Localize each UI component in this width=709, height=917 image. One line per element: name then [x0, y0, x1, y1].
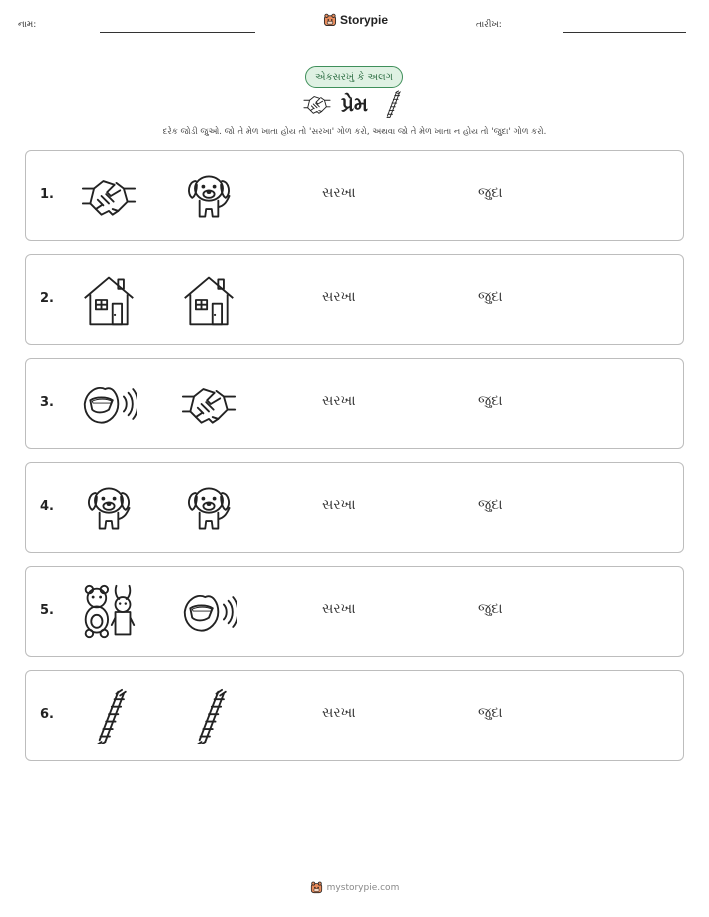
same-option[interactable]: સરખા	[322, 497, 356, 513]
handshake-icon	[303, 90, 331, 118]
puppy-icon	[181, 168, 237, 224]
different-option[interactable]: જુદા	[478, 705, 503, 721]
house-icon	[81, 272, 137, 328]
question-row-3	[25, 358, 684, 449]
name-label: નામ:	[18, 20, 37, 30]
question-row-2	[25, 254, 684, 345]
rope-icon	[81, 688, 137, 744]
same-option[interactable]: સરખા	[322, 705, 356, 721]
question-row-4	[25, 462, 684, 553]
name-line[interactable]	[100, 32, 255, 33]
puppy-icon	[181, 480, 237, 536]
same-option[interactable]: સરખા	[322, 393, 356, 409]
handshake-icon	[181, 376, 237, 432]
question-row-5	[25, 566, 684, 657]
rope-icon	[378, 90, 406, 118]
date-label: તારીખ:	[476, 20, 502, 30]
same-option[interactable]: સરખા	[322, 289, 356, 305]
question-number: 2.	[40, 291, 54, 306]
date-line[interactable]	[563, 32, 686, 33]
title-row	[0, 90, 709, 118]
talking-mouth-icon	[181, 584, 237, 640]
question-number: 3.	[40, 395, 54, 410]
worksheet-title: પ્રેમ	[340, 92, 369, 116]
handshake-icon	[81, 168, 137, 224]
puppy-icon	[81, 480, 137, 536]
different-option[interactable]: જુદા	[478, 497, 503, 513]
teddy-bear-bunny-icon	[81, 584, 137, 640]
brand-name: Storypie	[340, 13, 389, 27]
rope-icon	[181, 688, 237, 744]
storypie-logo-icon	[310, 881, 323, 894]
same-option[interactable]: સરખા	[322, 185, 356, 201]
storypie-logo-icon	[323, 13, 337, 27]
different-option[interactable]: જુદા	[478, 185, 503, 201]
question-number: 1.	[40, 187, 54, 202]
footer-site[interactable]: mystorypie.com	[326, 882, 400, 893]
different-option[interactable]: જુદા	[478, 289, 503, 305]
instructions: દરેક જોડી જુઓ. જો તે મેળ ખાતા હોય તો 'સરખા' ગોળ કરો, અથવા જો તે મેળ ખાતા ન હોય તો 'જુદા' ગોળ કરો.	[162, 127, 547, 137]
question-number: 5.	[40, 603, 54, 618]
house-icon	[181, 272, 237, 328]
question-number: 4.	[40, 499, 54, 514]
different-option[interactable]: જુદા	[478, 393, 503, 409]
talking-mouth-icon	[81, 376, 137, 432]
question-number: 6.	[40, 707, 54, 722]
footer	[0, 881, 709, 894]
activity-badge: એકસરખું કે અલગ	[305, 66, 403, 88]
different-option[interactable]: જુદા	[478, 601, 503, 617]
question-row-1	[25, 150, 684, 241]
question-row-6	[25, 670, 684, 761]
brand-logo	[323, 13, 388, 27]
same-option[interactable]: સરખા	[322, 601, 356, 617]
